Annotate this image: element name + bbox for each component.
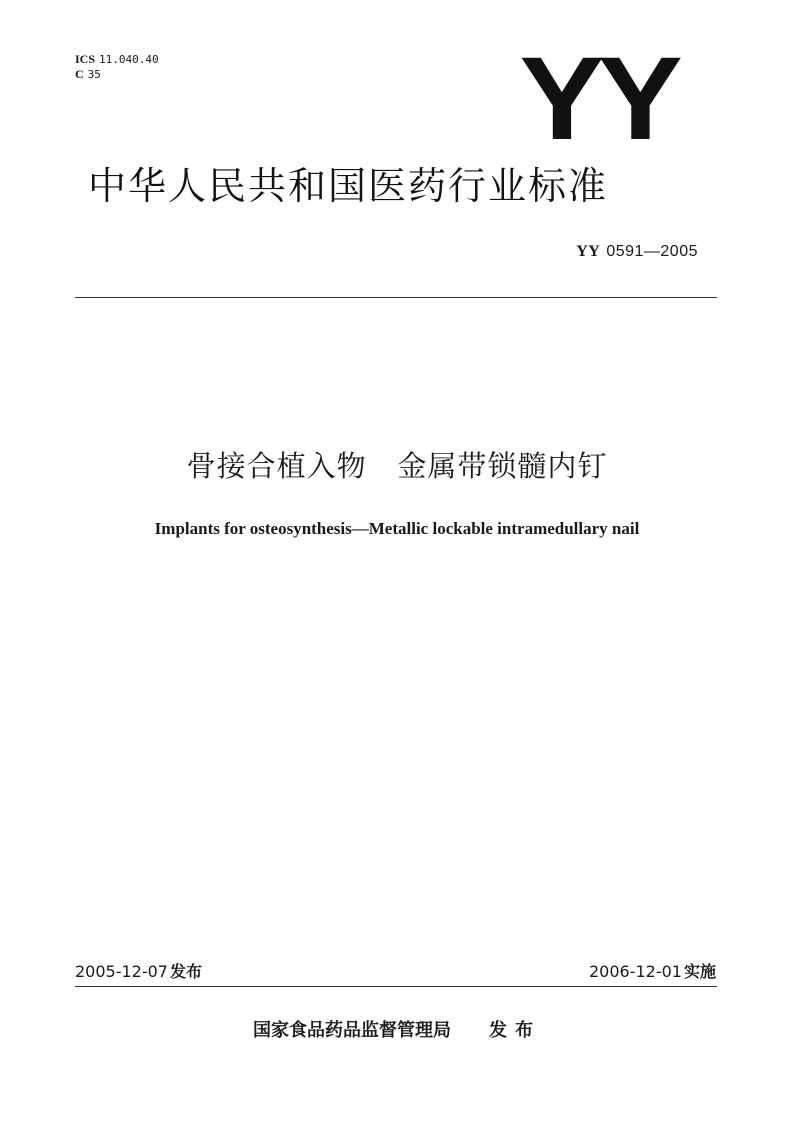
ccs-label: C (75, 67, 84, 81)
ics-value: 11.040.40 (99, 53, 159, 66)
document-title-chinese: 骨接合植入物 金属带锁髓内钉 (186, 449, 608, 483)
classification-codes (75, 52, 159, 82)
issuer-line (0, 1019, 794, 1043)
ccs-value: 35 (87, 68, 101, 81)
standard-number-value: 0591—2005 (606, 243, 698, 260)
header-divider (75, 297, 717, 298)
ics-label: ICS (75, 52, 96, 66)
ccs-code-line (75, 67, 159, 82)
document-title-english: Implants for osteosynthesis—Metallic lockable intramedullary nail (154, 519, 640, 538)
issuer-name: 国家食品药品监督管理局 (253, 1020, 451, 1041)
effective-date-block (589, 962, 716, 982)
standard-logo: YY (518, 33, 676, 165)
issue-date: 2005-12-07 (75, 962, 168, 981)
issue-date-block (75, 962, 202, 982)
standard-category-title: 中华人民共和国医药行业标准 (88, 164, 609, 208)
effective-date: 2006-12-01 (589, 962, 682, 981)
issue-label: 发布 (169, 962, 202, 981)
standard-prefix: YY (576, 243, 601, 260)
issuer-action: 发布 (489, 1020, 541, 1041)
ics-code-line (75, 52, 159, 67)
standard-number (576, 242, 698, 262)
effective-label: 实施 (683, 962, 716, 981)
footer-divider (75, 986, 717, 987)
